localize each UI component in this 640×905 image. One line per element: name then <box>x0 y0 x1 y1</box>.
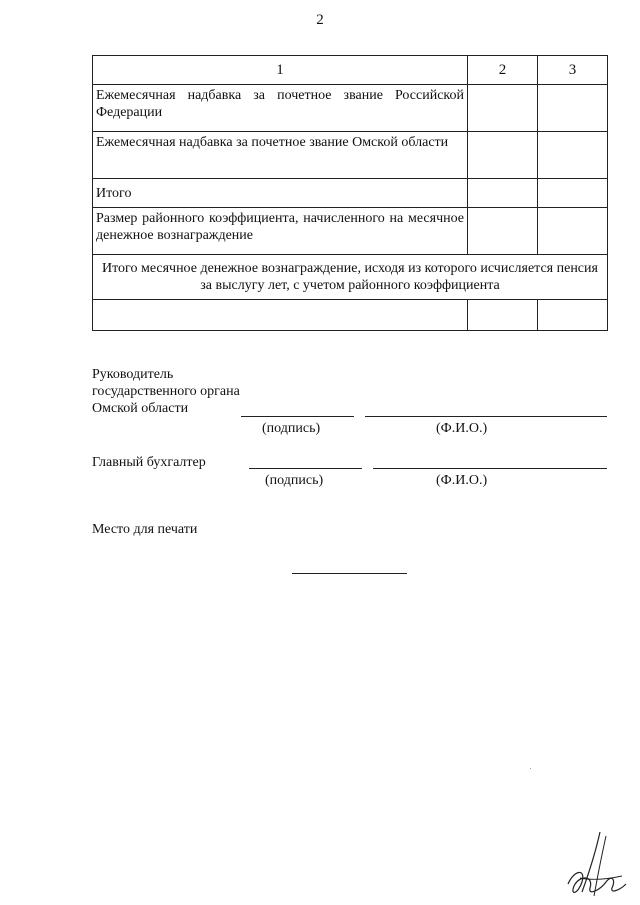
table-cell-empty <box>538 179 608 208</box>
table-row <box>93 179 608 208</box>
stamp-place-label: Место для печати <box>92 522 198 537</box>
column-header-2: 2 <box>468 56 538 85</box>
table-row <box>93 132 608 179</box>
scan-dot <box>530 768 531 769</box>
accountant-label: Главный бухгалтер <box>92 455 206 470</box>
table-row <box>93 85 608 132</box>
table-cell-empty <box>468 132 538 179</box>
row-label-rf-title-allowance: Ежемесячная надбавка за почетное звание Российской Федерации <box>93 85 468 132</box>
table-summary-row <box>93 255 608 300</box>
accountant-name-caption: (Ф.И.О.) <box>436 473 488 488</box>
table-cell-empty <box>538 85 608 132</box>
accountant-sign-caption: (подпись) <box>265 473 324 488</box>
allowance-table <box>92 55 608 331</box>
table-cell-empty <box>538 208 608 255</box>
end-separator-line <box>292 573 407 574</box>
head-signature-label <box>92 366 240 417</box>
table-cell-empty <box>538 132 608 179</box>
column-header-1: 1 <box>93 56 468 85</box>
summary-label: Итого месячное денежное вознаграждение, исходя из которого исчисляется пенсия за выслугу лет, с учетом районного коэффициента <box>93 255 608 300</box>
accountant-name-line <box>373 468 607 469</box>
table-cell-empty <box>538 300 608 331</box>
row-label-omsk-title-allowance: Ежемесячная надбавка за почетное звание Омской области <box>93 132 468 179</box>
table-cell-empty <box>468 179 538 208</box>
table-row <box>93 208 608 255</box>
handwritten-signature-icon <box>560 830 630 900</box>
head-label-line1: Руководитель <box>92 367 174 382</box>
accountant-signature-line <box>249 468 362 469</box>
head-signature-line <box>241 416 354 417</box>
page-number: 2 <box>316 12 324 28</box>
table-cell-empty <box>93 300 468 331</box>
head-label-line2: государственного органа <box>92 384 240 399</box>
table-cell-empty <box>468 85 538 132</box>
head-label-line3: Омской области <box>92 401 189 416</box>
row-label-regional-coefficient: Размер районного коэффициента, начисленного на месячное денежное вознаграждение <box>93 208 468 255</box>
head-name-line <box>365 416 607 417</box>
table-cell-empty <box>468 300 538 331</box>
row-label-total: Итого <box>93 179 468 208</box>
head-sign-caption: (подпись) <box>262 421 321 436</box>
head-name-caption: (Ф.И.О.) <box>436 421 488 436</box>
table-header-row <box>93 56 608 85</box>
column-header-3: 3 <box>538 56 608 85</box>
table-row-empty <box>93 300 608 331</box>
table-cell-empty <box>468 208 538 255</box>
